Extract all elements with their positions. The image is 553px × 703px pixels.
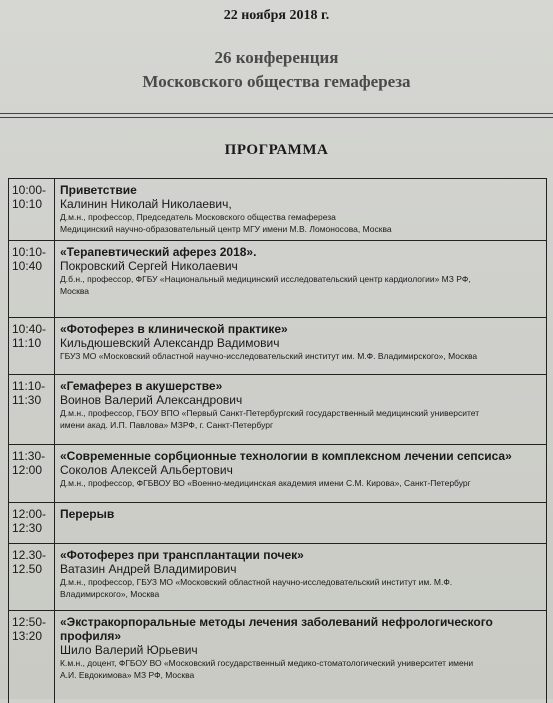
time-start: 12:00-	[12, 507, 47, 521]
schedule-row	[9, 179, 546, 241]
time-start: 11:10-	[12, 379, 46, 393]
speaker-affiliation-line: Владимирского», Москва	[60, 589, 160, 599]
speaker-affiliation-line: имени акад. И.П. Павлова» МЗРФ, г. Санкт-Петербург	[60, 420, 274, 430]
header-divider-bottom	[0, 117, 553, 118]
session-title: «Современные сорбционные технологии в комплексном лечении сепсиса»	[60, 449, 512, 463]
speaker-affiliation-line: К.м.н., доцент, ФГБОУ ВО «Московский государственный медико-стоматологический университет имени	[60, 658, 474, 668]
speaker-affiliation-line: Д.м.н., профессор, ГБУЗ МО «Московский областной научно-исследовательский институт им. М.Ф.	[60, 577, 453, 587]
schedule-row	[9, 503, 546, 544]
speaker-name: Кильдюшевский Александр Вадимович	[60, 336, 280, 350]
schedule-row	[9, 611, 546, 703]
time-end: 10:10	[12, 197, 43, 211]
time-cell	[9, 544, 55, 610]
speaker-name: Покровский Сергей Николаевич	[60, 259, 238, 273]
session-cell	[55, 179, 546, 240]
schedule-row	[9, 445, 546, 503]
speaker-name: Ватазин Андрей Владимирович	[60, 562, 237, 576]
time-end: 10:40	[12, 259, 43, 273]
session-title: «Терапевтический аферез 2018».	[60, 245, 257, 259]
speaker-affiliation-line: Москва	[60, 286, 90, 296]
speaker-affiliation-line: Д.м.н., профессор, ФГБВОУ ВО «Военно-медицинская академия имени С.М. Кирова», Санкт-Петербург	[60, 478, 471, 488]
time-cell	[9, 611, 55, 703]
speaker-name: Калинин Николай Николаевич,	[60, 197, 232, 211]
time-end: 12:00	[12, 463, 43, 477]
time-start: 10:00-	[12, 183, 47, 197]
speaker-name: Воинов Валерий Александрович	[60, 393, 243, 407]
header-divider-top	[0, 113, 553, 114]
schedule-row	[9, 544, 546, 611]
time-cell	[9, 445, 55, 502]
speaker-affiliation-line: А.И. Евдокимова» МЗ РФ, Москва	[60, 670, 195, 680]
time-cell	[9, 179, 55, 240]
session-title: «Фотоферез в клинической практике»	[60, 322, 288, 336]
schedule-table	[8, 178, 547, 703]
time-start: 11:30-	[12, 449, 46, 463]
time-end: 11:30	[12, 393, 42, 407]
session-title: Перерыв	[60, 507, 115, 521]
time-start: 10:40-	[12, 322, 47, 336]
time-end: 13:20	[12, 629, 43, 643]
speaker-name: Шило Валерий Юрьевич	[60, 643, 198, 657]
session-title: «Гемаферез в акушерстве»	[60, 379, 223, 393]
document-date: 22 ноября 2018 г.	[223, 8, 330, 23]
conference-title-line-1: 26 конференция	[214, 48, 339, 67]
time-cell	[9, 318, 55, 374]
schedule-row	[9, 318, 546, 375]
session-title: «Фотоферез при трансплантации почек»	[60, 548, 304, 562]
time-cell	[9, 241, 55, 317]
session-cell	[55, 241, 546, 317]
speaker-affiliation-line: ГБУЗ МО «Московский областной научно-исследовательский институт им. М.Ф. Владимирского», Москва	[60, 351, 478, 361]
session-cell	[55, 544, 546, 610]
speaker-affiliation-line: Медицинский научно-образовательный центр МГУ имени М.В. Ломоносова, Москва	[60, 224, 392, 234]
session-cell	[55, 503, 546, 543]
schedule-row	[9, 375, 546, 445]
time-start: 10:10-	[12, 245, 47, 259]
speaker-affiliation-line: Д.б.н., профессор, ФГБУ «Национальный медицинский исследовательский центр кардиологии» МЗ РФ,	[60, 274, 471, 284]
session-cell	[55, 611, 546, 703]
session-title-line: «Экстракорпоральные методы лечения заболеваний нефрологического	[60, 615, 493, 629]
session-cell	[55, 375, 546, 444]
session-title: Приветствие	[60, 183, 137, 197]
speaker-affiliation-line: Д.м.н., профессор, ГБОУ ВПО «Первый Санкт-Петербургский государственный медицинский университет	[60, 408, 480, 418]
time-end: 11:10	[12, 336, 42, 350]
schedule-row	[9, 241, 546, 318]
time-cell	[9, 375, 55, 444]
speaker-name: Соколов Алексей Альбертович	[60, 463, 233, 477]
conference-title-line-2: Московского общества гемафереза	[142, 72, 411, 91]
time-start: 12.30-	[12, 548, 47, 562]
time-cell	[9, 503, 55, 543]
session-cell	[55, 445, 546, 502]
program-heading: ПРОГРАММА	[224, 142, 329, 158]
session-cell	[55, 318, 546, 374]
time-start: 12:50-	[12, 615, 47, 629]
time-end: 12:30	[12, 521, 43, 535]
speaker-affiliation-line: Д.м.н., профессор, Председатель Московского общества гемафереза	[60, 212, 336, 222]
session-title-line: профиля»	[60, 629, 122, 643]
time-end: 12.50	[12, 562, 43, 576]
